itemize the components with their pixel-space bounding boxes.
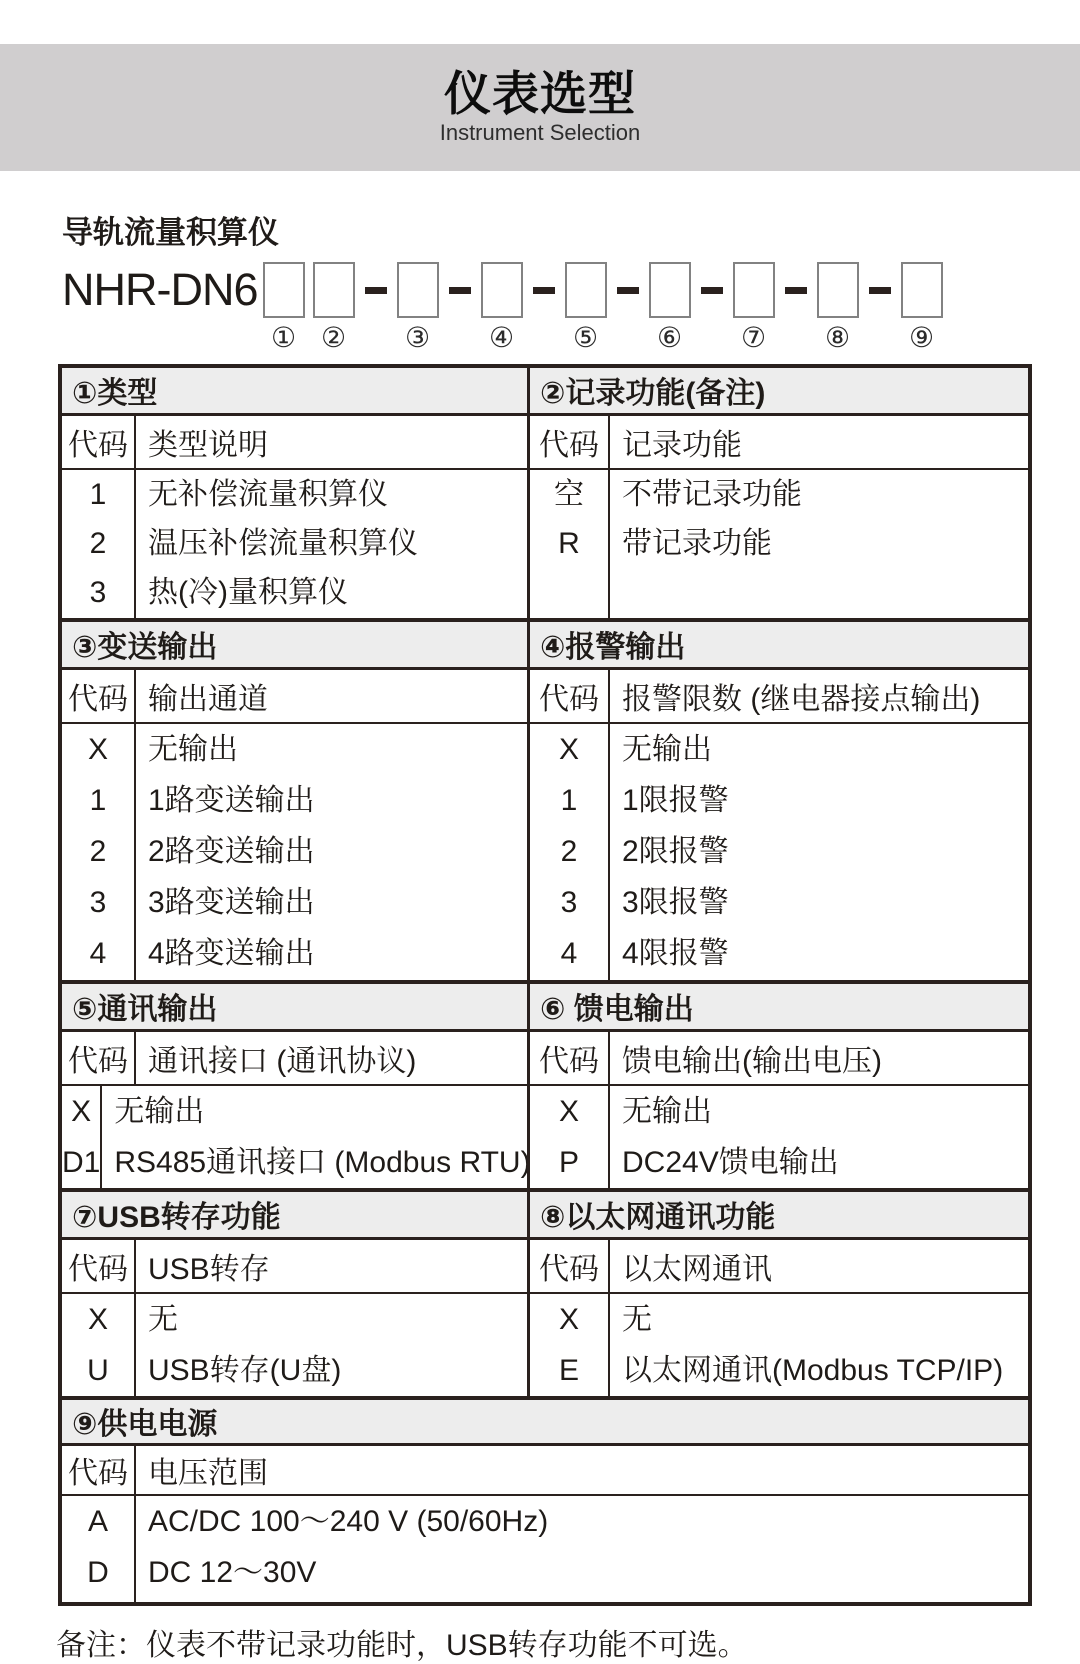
page-title: 仪表选型	[444, 67, 636, 121]
section-header: ②记录功能(备注)	[530, 368, 1028, 416]
section-pair-1	[62, 368, 1028, 618]
model-box-slot-6	[649, 262, 691, 354]
desc-value: 2限报警	[622, 834, 729, 868]
subheader-row	[62, 670, 527, 724]
position-number-1: ①	[270, 321, 297, 354]
model-box	[817, 262, 859, 318]
code-header: 代码	[62, 670, 136, 722]
code-value: 1	[560, 783, 578, 817]
model-prefix: NHR-DN6	[62, 264, 258, 315]
code-column	[530, 470, 610, 618]
model-box	[649, 262, 691, 318]
desc-value: 1限报警	[622, 783, 729, 817]
model-box	[481, 262, 523, 318]
desc-value: 4路变送输出	[148, 936, 315, 970]
desc-column	[102, 1086, 530, 1188]
code-header: 代码	[530, 416, 610, 468]
code-column	[62, 470, 136, 618]
section-values	[530, 724, 1028, 980]
code-value: R	[558, 526, 580, 560]
page-banner	[0, 44, 1080, 171]
model-box-slot-2	[313, 262, 355, 354]
position-number-8: ⑧	[824, 321, 851, 354]
subheader-row	[530, 670, 1028, 724]
code-value: 3	[89, 575, 107, 609]
model-box	[733, 262, 775, 318]
desc-header: 记录功能	[622, 428, 742, 462]
code-column	[530, 1086, 610, 1188]
section-pair-4	[62, 1188, 1028, 1396]
desc-column	[136, 1294, 527, 1396]
position-number-2: ②	[320, 321, 347, 354]
section-values	[62, 1496, 1028, 1602]
code-value: X	[87, 732, 108, 766]
code-column	[530, 1294, 610, 1396]
product-name: 导轨流量积算仪	[62, 215, 279, 250]
desc-value: 3限报警	[622, 885, 729, 919]
position-number-5: ⑤	[572, 321, 599, 354]
desc-column	[136, 1496, 1028, 1602]
desc-value: 3路变送输出	[148, 885, 315, 919]
desc-header: USB转存	[148, 1252, 270, 1286]
section-values	[62, 1294, 527, 1396]
section-record	[527, 368, 1028, 618]
dash-separator	[869, 287, 891, 294]
code-header: 代码	[530, 670, 610, 722]
code-value: 1	[89, 477, 107, 511]
code-header: 代码	[62, 416, 136, 468]
desc-column	[610, 724, 1028, 980]
section-header: ①类型	[62, 368, 527, 416]
model-code-row	[62, 262, 1080, 354]
desc-value: 1路变送输出	[148, 783, 315, 817]
model-box-slot-9	[901, 262, 943, 354]
code-value: 2	[89, 834, 107, 868]
desc-value: RS485通讯接口 (Modbus RTU)	[114, 1145, 531, 1179]
code-value: 1	[89, 783, 107, 817]
position-number-3: ③	[404, 321, 431, 354]
dash-separator	[701, 287, 723, 294]
section-type	[62, 368, 527, 618]
section-power-supply	[62, 1396, 1028, 1602]
code-value: U	[87, 1353, 109, 1387]
desc-value: 4限报警	[622, 936, 729, 970]
section-header: ⑥ 馈电输出	[530, 984, 1028, 1032]
code-column	[62, 1496, 136, 1602]
code-value: 2	[560, 834, 578, 868]
desc-value: 不带记录功能	[622, 477, 802, 511]
section-feed-output	[527, 984, 1028, 1188]
desc-value: 无	[622, 1302, 652, 1336]
subheader-row	[62, 1446, 1028, 1496]
model-box-slot-1	[263, 262, 305, 354]
section-pair-2	[62, 618, 1028, 980]
model-box	[901, 262, 943, 318]
code-value: A	[87, 1504, 108, 1538]
dash-separator	[365, 287, 387, 294]
subheader-row	[530, 1240, 1028, 1294]
code-value: 空	[554, 477, 584, 511]
model-box-slot-5	[565, 262, 607, 354]
model-box-slot-4	[481, 262, 523, 354]
desc-value: 无输出	[148, 732, 238, 766]
desc-value: 无	[148, 1302, 178, 1336]
desc-value: 无输出	[114, 1094, 205, 1128]
section-header: ⑨供电电源	[62, 1400, 1028, 1446]
code-header: 代码	[62, 1032, 136, 1084]
position-number-7: ⑦	[740, 321, 767, 354]
code-value: X	[558, 1302, 579, 1336]
section-values	[62, 470, 527, 618]
desc-column	[136, 724, 527, 980]
section-header: ④报警输出	[530, 622, 1028, 670]
code-header: 代码	[530, 1032, 610, 1084]
section-alarm-output	[527, 622, 1028, 980]
desc-value: 带记录功能	[622, 526, 772, 560]
model-box	[263, 262, 305, 318]
code-value: X	[87, 1302, 108, 1336]
desc-column	[610, 1086, 1028, 1188]
desc-value: 热(冷)量积算仪	[148, 575, 348, 609]
desc-value: AC/DC 100～240 V (50/60Hz)	[148, 1504, 549, 1538]
code-value: 3	[89, 885, 107, 919]
section-values	[530, 470, 1028, 618]
code-value: 4	[89, 936, 107, 970]
section-usb-transfer	[62, 1192, 527, 1396]
model-box-slot-3	[397, 262, 439, 354]
dash-separator	[617, 287, 639, 294]
section-header: ⑦USB转存功能	[62, 1192, 527, 1240]
desc-value: 2路变送输出	[148, 834, 315, 868]
code-header: 代码	[62, 1240, 136, 1292]
position-number-4: ④	[488, 321, 515, 354]
desc-value: DC24V馈电输出	[622, 1145, 839, 1179]
subheader-row	[62, 1032, 527, 1086]
section-values	[530, 1086, 1028, 1188]
section-ethernet	[527, 1192, 1028, 1396]
section-values	[62, 1086, 531, 1188]
model-box-slot-7	[733, 262, 775, 354]
position-number-9: ⑨	[908, 321, 935, 354]
code-header: 代码	[62, 1446, 136, 1494]
footnote: 备注：仪表不带记录功能时，USB转存功能不可选。	[56, 1628, 748, 1662]
desc-value: 无输出	[622, 1094, 712, 1128]
dash-separator	[449, 287, 471, 294]
code-column	[62, 1086, 102, 1188]
section-values	[62, 724, 527, 980]
page-subtitle: Instrument Selection	[439, 119, 641, 145]
selection-table	[58, 364, 1032, 1606]
code-value: X	[558, 1094, 579, 1128]
code-column	[62, 1294, 136, 1396]
desc-header: 馈电输出(输出电压)	[622, 1044, 882, 1078]
dash-separator	[533, 287, 555, 294]
dash-separator	[785, 287, 807, 294]
code-value: E	[558, 1353, 579, 1387]
code-value: X	[71, 1094, 92, 1128]
section-header: ③变送输出	[62, 622, 527, 670]
desc-value: DC 12～30V	[148, 1555, 317, 1589]
desc-header: 类型说明	[148, 428, 268, 462]
code-value: 4	[560, 936, 578, 970]
section-header: ⑧以太网通讯功能	[530, 1192, 1028, 1240]
desc-value: 以太网通讯(Modbus TCP/IP)	[622, 1353, 1004, 1387]
desc-column	[610, 1294, 1028, 1396]
desc-column	[610, 470, 1028, 618]
code-value: D	[87, 1555, 109, 1589]
top-spacer	[0, 0, 1080, 44]
code-value: 2	[89, 526, 107, 560]
section-header: ⑤通讯输出	[62, 984, 527, 1032]
desc-value: 无输出	[622, 732, 712, 766]
code-value: P	[558, 1145, 579, 1179]
desc-header: 报警限数 (继电器接点输出)	[622, 682, 981, 716]
code-header: 代码	[530, 1240, 610, 1292]
section-values	[530, 1294, 1028, 1396]
desc-header: 电压范围	[148, 1456, 268, 1490]
position-number-6: ⑥	[656, 321, 683, 354]
section-comm-output	[62, 984, 531, 1188]
desc-column	[136, 470, 527, 618]
desc-header: 以太网通讯	[622, 1252, 772, 1286]
code-value: X	[558, 732, 579, 766]
model-box	[565, 262, 607, 318]
code-value: 3	[560, 885, 578, 919]
subheader-row	[62, 416, 527, 470]
desc-header: 通讯接口 (通讯协议)	[148, 1044, 417, 1078]
model-box	[313, 262, 355, 318]
section-pair-3	[62, 980, 1028, 1188]
subheader-row	[530, 1032, 1028, 1086]
model-box-slot-8	[817, 262, 859, 354]
desc-value: USB转存(U盘)	[148, 1353, 342, 1387]
code-column	[62, 724, 136, 980]
subheader-row	[62, 1240, 527, 1294]
desc-header: 输出通道	[148, 682, 268, 716]
model-box	[397, 262, 439, 318]
code-value: D1	[62, 1145, 101, 1179]
desc-value: 温压补偿流量积算仪	[148, 526, 418, 560]
section-transmit-output	[62, 622, 527, 980]
subheader-row	[530, 416, 1028, 470]
desc-value: 无补偿流量积算仪	[148, 477, 388, 511]
code-column	[530, 724, 610, 980]
